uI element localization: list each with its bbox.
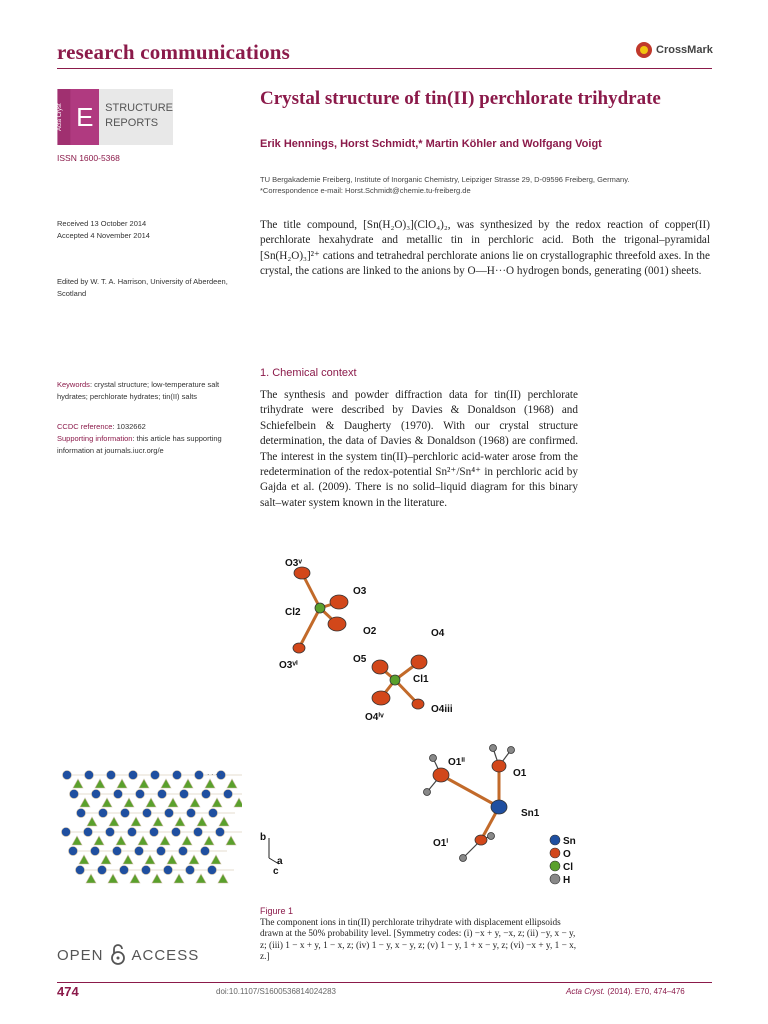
sn-site [216, 828, 225, 837]
sn-site [195, 771, 204, 780]
sn-site [128, 828, 137, 837]
cl-tetrahedron [183, 779, 193, 788]
cl-tetrahedron [227, 779, 237, 788]
sn-site [180, 790, 189, 799]
journal-section-title: research communications [57, 40, 291, 64]
sn-site [179, 847, 188, 856]
sn-site [76, 866, 85, 875]
affiliation [260, 174, 629, 196]
logo-letter: E [70, 89, 99, 145]
section-body: The synthesis and powder diffraction data for tin(II) perchlorate trihydrate were described by Davies & Donaldson (1968) and Schiefelbein & Daugherty (1970). With our crystal structure determination, the data of Davies & Donaldson (1968) are confirmed. The interest in the system tin(II)–perchloric acid-water arose from the redetermination of the redox-potential Sn²⁺/Sn⁴⁺ in perchloric acid by Gajda et al. (2009). There is no solid–liquid diagram for this binary salt–water system known in the literature. [260, 389, 578, 509]
crossmark-icon [636, 42, 652, 58]
cl-tetrahedron [108, 874, 118, 883]
access-label: ACCESS [131, 946, 200, 964]
sn-site [63, 771, 72, 780]
authors: Erik Hennings, Horst Schmidt,* Martin Köhler and Wolfgang Voigt [260, 138, 602, 150]
cl-tetrahedron [182, 836, 192, 845]
svg-text:· · · ·: · · · · [207, 771, 222, 779]
axis-b-label: b [260, 832, 267, 843]
cl-tetrahedron [234, 798, 242, 807]
atom-legend [550, 835, 576, 886]
figure-caption [260, 906, 578, 964]
cl-tetrahedron [79, 855, 89, 864]
supporting-info [57, 433, 232, 457]
cl-tetrahedron [211, 855, 221, 864]
ccdc [57, 421, 232, 433]
axis-a-label: a [277, 856, 283, 867]
cl-tetrahedron [189, 855, 199, 864]
logo-text [99, 89, 173, 145]
section-title: 1. Chemical context [260, 367, 357, 379]
sn-site [99, 809, 108, 818]
cl-tetrahedron [139, 779, 149, 788]
sn-site [209, 809, 218, 818]
citation-journal: Acta Cryst. [566, 987, 606, 996]
label-sn1: Sn1 [521, 808, 540, 819]
label-o3vi: O3ᵛⁱ [279, 660, 298, 671]
cl-tetrahedron [205, 779, 215, 788]
accepted-date: Accepted 4 November 2014 [57, 231, 150, 240]
page-number: 474 [57, 984, 79, 999]
sn-site [85, 771, 94, 780]
sn-site [136, 790, 145, 799]
cl-tetrahedron [226, 836, 236, 845]
support-label[interactable]: Supporting information [57, 434, 133, 443]
molecule-diagram [255, 550, 585, 900]
open-label: OPEN [57, 946, 104, 964]
sn-site [151, 771, 160, 780]
cl-tetrahedron [95, 779, 105, 788]
sn-site [120, 866, 129, 875]
cl-tetrahedron [131, 817, 141, 826]
doi[interactable]: doi:10.1107/S1600536814024283 [216, 987, 336, 996]
received-date: Received 13 October 2014 [57, 219, 147, 228]
cl-tetrahedron [138, 836, 148, 845]
sn-site [173, 771, 182, 780]
label-o1i: O1ⁱ [433, 838, 449, 849]
logo-line1: STRUCTURE [105, 102, 173, 114]
label-o5: O5 [353, 654, 367, 665]
sn-site [143, 809, 152, 818]
label-o2: O2 [363, 626, 377, 637]
label-o4iii: O4iii [431, 704, 453, 715]
sn-site [91, 847, 100, 856]
sn-site [224, 790, 233, 799]
cl-tetrahedron [167, 855, 177, 864]
cl-tetrahedron [175, 817, 185, 826]
sn-site [113, 847, 122, 856]
cl-tetrahedron [168, 798, 178, 807]
sn-site [150, 828, 159, 837]
cl-tetrahedron [101, 855, 111, 864]
cl-tetrahedron [190, 798, 200, 807]
sn-site [186, 866, 195, 875]
cl-tetrahedron [212, 798, 222, 807]
sn-site [114, 790, 123, 799]
label-cl1: Cl1 [413, 674, 429, 685]
editor-note: Edited by W. T. A. Harrison, University of Aberdeen, Scotland [57, 277, 228, 298]
cl-tetrahedron [116, 836, 126, 845]
sn-site [129, 771, 138, 780]
sn-site [208, 866, 217, 875]
cl-tetrahedron [117, 779, 127, 788]
logo-side-text: Acta Cryst [57, 89, 70, 145]
legend-cl: Cl [563, 862, 573, 873]
cl-tetrahedron [130, 874, 140, 883]
cl-tetrahedron [94, 836, 104, 845]
sn-site [157, 847, 166, 856]
label-o4iv: O4ⁱᵛ [365, 712, 384, 723]
open-access-badge [57, 944, 199, 966]
sn-site [98, 866, 107, 875]
cl-tetrahedron [86, 874, 96, 883]
cl-tetrahedron [218, 874, 228, 883]
legend-sn: Sn [563, 836, 576, 847]
sn-site [84, 828, 93, 837]
cl-tetrahedron [102, 798, 112, 807]
keywords [57, 379, 232, 403]
sn-site [194, 828, 203, 837]
sn-site [69, 847, 78, 856]
cl-tetrahedron [123, 855, 133, 864]
sn-site [62, 828, 71, 837]
correspondence-line: *Correspondence e-mail: Horst.Schmidt@chemie.tu-freiberg.de [260, 186, 471, 195]
sn-site [158, 790, 167, 799]
label-o4: O4 [431, 628, 445, 639]
sn-site [107, 771, 116, 780]
sn-site [187, 809, 196, 818]
cl-tetrahedron [80, 798, 90, 807]
cl-tetrahedron [196, 874, 206, 883]
abstract: The title compound, [Sn(H₂O)₃](ClO₄)₂, was synthesized by the redox reaction of copper(II) perchlorate hexahydrate and metallic tin in perchloric acid. Both the trigonal–pyramidal [Sn(H₂O)₃]²⁺ cations and tetrahedral perchlorate anions lie on crystallographic threefold axes. In the crystal, the cations are linked to the anions by O—H···O hydrogen bonds, generating (001) sheets. [260, 219, 710, 278]
cl-tetrahedron [153, 817, 163, 826]
citation [566, 987, 685, 996]
cl-tetrahedron [73, 779, 83, 788]
sn-site [135, 847, 144, 856]
legend-h: H [563, 875, 571, 886]
sn-site [121, 809, 130, 818]
logo-line2: REPORTS [105, 117, 159, 129]
keywords-text: : crystal structure; low-temperature salt hydrates; perchlorate hydrates; tin(II) salts [57, 380, 220, 401]
label-o3: O3 [353, 586, 367, 597]
figure-title: Figure 1 [260, 906, 294, 916]
sn-site [70, 790, 79, 799]
cl-tetrahedron [87, 817, 97, 826]
sn-site [165, 809, 174, 818]
affiliation-line: TU Bergakademie Freiberg, Institute of Inorganic Chemistry, Leipziger Strasse 29, D-09596 Freiberg, Germany. [260, 175, 630, 184]
sn-site [202, 790, 211, 799]
footer-rule [57, 982, 712, 983]
sn-site [142, 866, 151, 875]
citation-rest: (2014). E70, 474–476 [605, 987, 685, 996]
label-cl2: Cl2 [285, 607, 301, 618]
packing-diagram [57, 765, 242, 890]
label-o3v: O3ᵛ [285, 558, 302, 569]
keywords-label: Keywords [57, 380, 90, 389]
ccdc-text: : 1032662 [112, 422, 146, 431]
cl-tetrahedron [72, 836, 82, 845]
sn-site [106, 828, 115, 837]
sn-site [172, 828, 181, 837]
open-lock-icon [110, 944, 126, 966]
cl-tetrahedron [174, 874, 184, 883]
dates [57, 218, 232, 242]
article-title: Crystal structure of tin(II) perchlorate trihydrate [260, 88, 661, 109]
legend-o: O [563, 849, 571, 860]
cl-tetrahedron [197, 817, 207, 826]
cl-tetrahedron [109, 817, 119, 826]
cl-tetrahedron [145, 855, 155, 864]
journal-logo [57, 89, 173, 145]
crossmark-badge[interactable] [636, 42, 713, 58]
label-o1: O1 [513, 768, 527, 779]
cl-tetrahedron [219, 817, 229, 826]
cl-tetrahedron [160, 836, 170, 845]
figure-caption-text: The component ions in tin(II) perchlorate trihydrate with displacement ellipsoids drawn at the 50% probability level. [Symmetry codes: (i) −x + y, −x, z; (ii) −y, x − y, z; (iii) 1 − x + y, 1 − x, z; (iv) 1 − y, x − y, z; (v) 1 − y, 1 + x − y, z; (vi) −x + y, 1 − x, z.] [260, 917, 577, 963]
sn-site [201, 847, 210, 856]
cl-tetrahedron [146, 798, 156, 807]
axis-c-label: c [273, 866, 279, 877]
header-rule [57, 68, 712, 69]
sn-site [164, 866, 173, 875]
cl-tetrahedron [152, 874, 162, 883]
sn-site [92, 790, 101, 799]
crossmark-label: CrossMark [656, 44, 713, 56]
ccdc-label: CCDC reference [57, 422, 113, 431]
issn: ISSN 1600-5368 [57, 153, 120, 163]
cl-tetrahedron [161, 779, 171, 788]
cl-tetrahedron [124, 798, 134, 807]
cl-tetrahedron [204, 836, 214, 845]
support-text: : this article has supporting information at journals.iucr.org/e [57, 434, 222, 455]
label-o1ii: O1ⁱⁱ [448, 757, 465, 768]
sn-site [77, 809, 86, 818]
